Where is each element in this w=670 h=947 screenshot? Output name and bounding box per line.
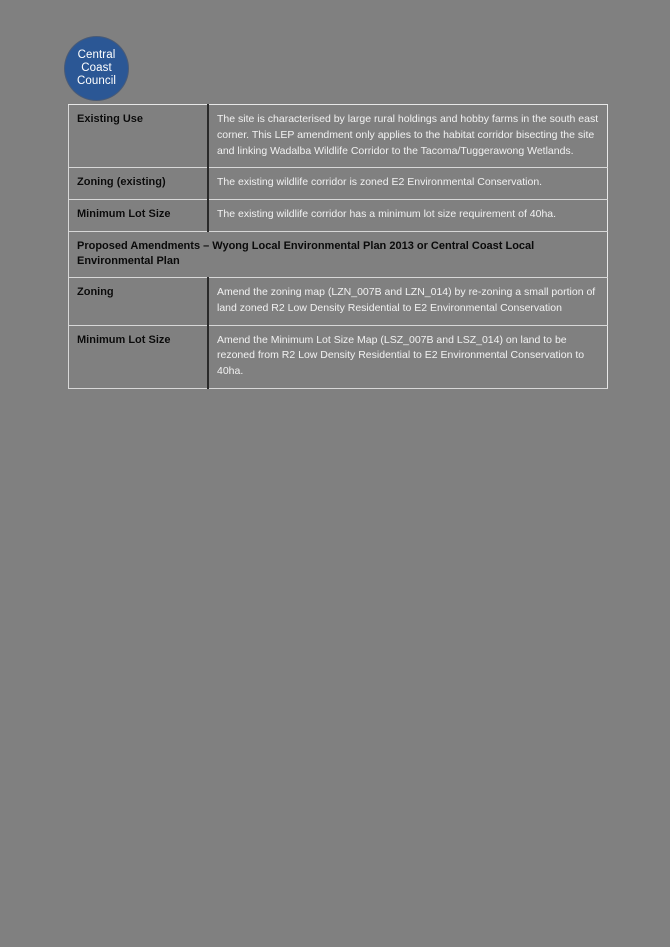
logo-line-2: Coast (81, 62, 112, 74)
row-label-zoning-existing: Zoning (existing) (69, 168, 209, 200)
table-row (69, 168, 608, 200)
section-heading-proposed-amendments: Proposed Amendments – Wyong Local Environmental Plan 2013 or Central Coast Local Environmental Plan (69, 231, 608, 277)
row-label-minimum-lot-size-proposed: Minimum Lot Size (69, 325, 209, 388)
amendment-table (68, 104, 608, 389)
table-row (69, 325, 608, 388)
logo-line-3: Council (76, 75, 117, 87)
row-body-zoning-proposed: Amend the zoning map (LZN_007B and LZN_014) by re-zoning a small portion of land zoned R2 Low Density Residential to E2 Environmental Conservation (208, 277, 608, 325)
table-row (69, 200, 608, 232)
table-section-heading-row (69, 231, 608, 277)
row-label-minimum-lot-size-existing: Minimum Lot Size (69, 200, 209, 232)
row-body-zoning-existing: The existing wildlife corridor is zoned E2 Environmental Conservation. (208, 168, 608, 200)
row-body-minimum-lot-size-proposed: Amend the Minimum Lot Size Map (LSZ_007B and LSZ_014) on land to be rezoned from R2 Low Density Residential to E2 Environmental Conservation to 40ha. (208, 325, 608, 388)
council-logo (65, 37, 128, 100)
logo-line-1: Central (77, 49, 116, 61)
table-row (69, 105, 608, 168)
table-row (69, 277, 608, 325)
row-body-minimum-lot-size-existing: The existing wildlife corridor has a minimum lot size requirement of 40ha. (208, 200, 608, 232)
row-label-zoning-proposed: Zoning (69, 277, 209, 325)
row-label-existing-use: Existing Use (69, 105, 209, 168)
row-body-existing-use: The site is characterised by large rural holdings and hobby farms in the south east corner. This LEP amendment only applies to the habitat corridor bisecting the site and linking Wadalba Wildlife Corridor to the Tacoma/Tuggerawong Wetlands. (208, 105, 608, 168)
